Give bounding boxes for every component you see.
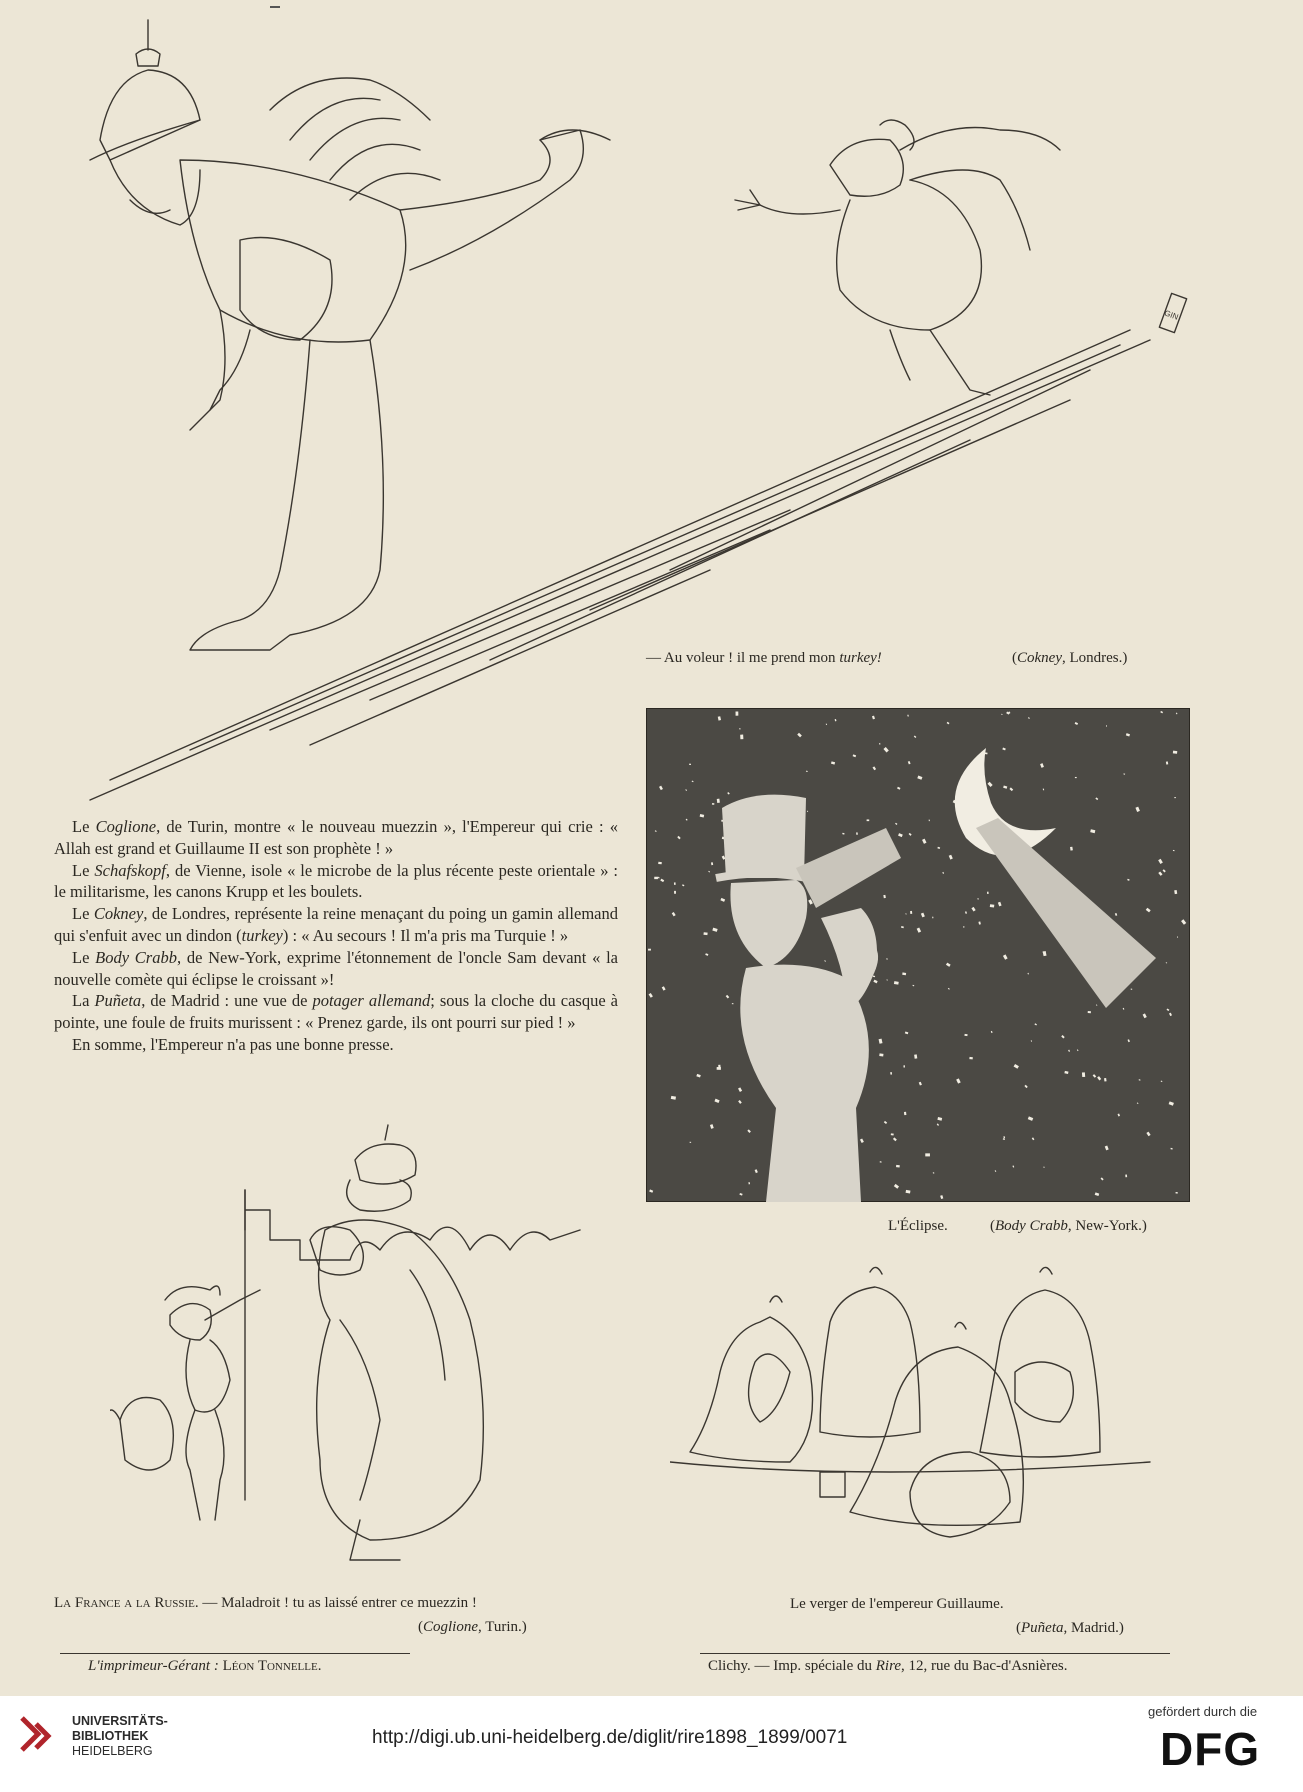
- article-p3-b: , de Londres, représente la reine menaçant du poing un gamin allemand qui s'enfuit avec un dindon (: [54, 904, 618, 945]
- verger-illustration: [670, 1262, 1190, 1582]
- digitization-footer: [0, 1696, 1303, 1792]
- article-p5-a: La: [72, 991, 95, 1011]
- article-paragraph: [54, 903, 618, 947]
- star-speck: [658, 862, 662, 865]
- article-p2-paper: Schafskopf: [94, 860, 166, 880]
- star-speck: [914, 1054, 917, 1058]
- top-caption-source: (Cokney, Londres.): [1012, 650, 1128, 666]
- imprint-rule-right: [700, 1653, 1170, 1654]
- star-speck: [902, 972, 906, 975]
- eclipse-title: L'Éclipse.: [888, 1218, 948, 1234]
- article-p1-b: , de Turin, montre « le nouveau muezzin », l'Empereur qui crie : « Allah est grand et Guillaume II est son prophète ! »: [54, 817, 618, 858]
- article-p5-potager: potager allemand: [312, 991, 431, 1011]
- library-line-3: HEIDELBERG: [72, 1744, 153, 1758]
- article-p5-paper: Puñeta: [94, 991, 142, 1011]
- top-caption-text: — Au voleur ! il me prend mon: [646, 650, 840, 666]
- verger-source: (Puñeta, Madrid.): [1016, 1620, 1124, 1636]
- star-speck: [717, 799, 720, 803]
- dfg-logo: DFG: [1160, 1723, 1261, 1775]
- article-p1-paper: Coglione: [95, 817, 157, 836]
- star-speck: [867, 819, 870, 821]
- top-illustration-runner: [70, 10, 1210, 810]
- star-speck: [1088, 1011, 1091, 1013]
- eclipse-source: (Body Crabb, New-York.): [990, 1218, 1147, 1234]
- library-logo: [14, 1714, 62, 1758]
- star-speck: [987, 892, 989, 894]
- article-p1-a: Le: [72, 817, 96, 836]
- star-speck: [969, 1057, 973, 1059]
- imprint-left-label: L'imprimeur-Gérant :: [88, 1658, 223, 1674]
- article-p3-c: ) : « Au secours ! Il m'a pris ma Turquie ! »: [282, 925, 569, 945]
- article-p3-a: Le: [72, 904, 94, 924]
- article-p4-paper: Body Crabb: [95, 947, 177, 967]
- bottle-label: GIN: [1163, 308, 1180, 322]
- sponsor-text: gefördert durch die: [1148, 1704, 1258, 1719]
- star-speck: [689, 764, 691, 765]
- article-paragraph: [54, 990, 618, 1034]
- imprint-left: [88, 1658, 321, 1675]
- article-p3-turkey: turkey: [241, 925, 283, 945]
- article-p2-a: Le: [72, 860, 95, 880]
- star-speck: [910, 911, 912, 914]
- article-text: [54, 816, 618, 1056]
- star-speck: [896, 1165, 900, 1168]
- france-russie-text: — Maladroit ! tu as laissé entrer ce muezzin !: [198, 1595, 477, 1611]
- top-source-city: , Londres.): [1061, 650, 1128, 666]
- france-russie-source-paper: Coglione: [423, 1619, 478, 1635]
- top-source-paper: Cokney: [1017, 650, 1062, 666]
- article-p3-paper: Cokney: [93, 904, 144, 924]
- star-speck: [712, 803, 714, 805]
- star-speck: [990, 904, 995, 907]
- verger-source-city: , Madrid.): [1063, 1620, 1124, 1636]
- article-paragraph: [54, 860, 618, 904]
- star-speck: [903, 1065, 904, 1067]
- france-russie-illustration: [110, 1120, 630, 1590]
- star-speck: [963, 926, 964, 928]
- top-mark: [270, 6, 280, 8]
- eclipse-source-paper: Body Crabb: [995, 1218, 1068, 1234]
- eclipse-illustration: [646, 708, 1190, 1202]
- source-url-link[interactable]: http://digi.ub.uni-heidelberg.de/diglit/rire1898_1899/0071: [372, 1727, 848, 1748]
- star-speck: [674, 882, 676, 885]
- star-speck: [1175, 1192, 1177, 1194]
- star-speck: [690, 1142, 692, 1143]
- article-p5-c: ; sous la cloche du casque à pointe, une foule de fruits murissent : « Prenez garde, ils ont pourri sur pied ! »: [54, 991, 619, 1033]
- star-speck: [1075, 777, 1077, 778]
- star-speck: [1106, 725, 1107, 726]
- france-russie-caption: [54, 1595, 477, 1612]
- article-paragraph: [54, 947, 618, 991]
- verger-source-paper: Puñeta: [1021, 1620, 1064, 1636]
- star-speck: [654, 877, 658, 879]
- star-speck: [879, 743, 880, 745]
- eclipse-source-city: , New-York.): [1067, 1218, 1147, 1234]
- star-speck: [1104, 1078, 1107, 1082]
- library-logo-icon: [14, 1714, 62, 1758]
- star-speck: [964, 1034, 967, 1036]
- star-speck: [1174, 797, 1176, 798]
- imprint-right: [708, 1658, 1067, 1675]
- star-speck: [732, 1003, 734, 1004]
- star-speck: [736, 711, 739, 715]
- imprint-right-text: Clichy. — Imp. spéciale du: [708, 1658, 876, 1674]
- article-p4-b: , de New-York, exprime l'étonnement de l'oncle Sam devant « la nouvelle comète qui éclipse le croissant »!: [54, 947, 618, 989]
- star-speck: [740, 735, 743, 740]
- star-speck: [739, 728, 741, 729]
- top-caption-emph: turkey!: [839, 650, 882, 666]
- star-speck: [674, 891, 676, 894]
- imprint-right-emph: Rire: [875, 1658, 902, 1674]
- france-russie-title: La France a la Russie.: [54, 1595, 199, 1611]
- star-speck: [1070, 847, 1073, 851]
- star-speck: [1125, 1175, 1127, 1178]
- top-caption: [646, 650, 882, 667]
- star-speck: [703, 932, 707, 935]
- article-p2-b: , de Vienne, isole « le microbe de la plus récente peste orientale » : le militarisme, les canons Krupp et les boulets.: [54, 860, 618, 902]
- library-name: [72, 1714, 168, 1759]
- article-paragraph: En somme, l'Empereur n'a pas une bonne presse.: [72, 1034, 394, 1054]
- article-p5-b: , de Madrid : une vue de: [141, 991, 313, 1011]
- imprint-rule-left: [60, 1653, 410, 1654]
- france-russie-source: (Coglione, Turin.): [418, 1619, 527, 1635]
- verger-title: Le verger de l'empereur Guillaume.: [790, 1596, 1004, 1612]
- star-speck: [856, 832, 858, 834]
- star-speck: [1082, 1072, 1085, 1077]
- library-line-1: UNIVERSITÄTS-: [72, 1714, 168, 1728]
- star-speck: [890, 1072, 892, 1075]
- imprint-left-name: Léon Tonnelle.: [222, 1658, 322, 1674]
- star-speck: [879, 1053, 883, 1056]
- star-speck: [891, 1133, 894, 1135]
- article-paragraph: [54, 816, 618, 860]
- article-p4-a: Le: [72, 947, 96, 967]
- star-speck: [904, 1112, 906, 1115]
- star-speck: [648, 949, 651, 951]
- star-speck: [1173, 751, 1177, 754]
- star-speck: [925, 1153, 930, 1156]
- eclipse-caption: [888, 1218, 948, 1235]
- library-line-2: BIBLIOTHEK: [72, 1729, 149, 1743]
- imprint-right-rest: , 12, rue du Bac-d'Asnières.: [901, 1658, 1068, 1674]
- star-speck: [718, 1065, 720, 1068]
- france-russie-source-city: , Turin.): [478, 1619, 527, 1635]
- verger-caption: [790, 1596, 1004, 1613]
